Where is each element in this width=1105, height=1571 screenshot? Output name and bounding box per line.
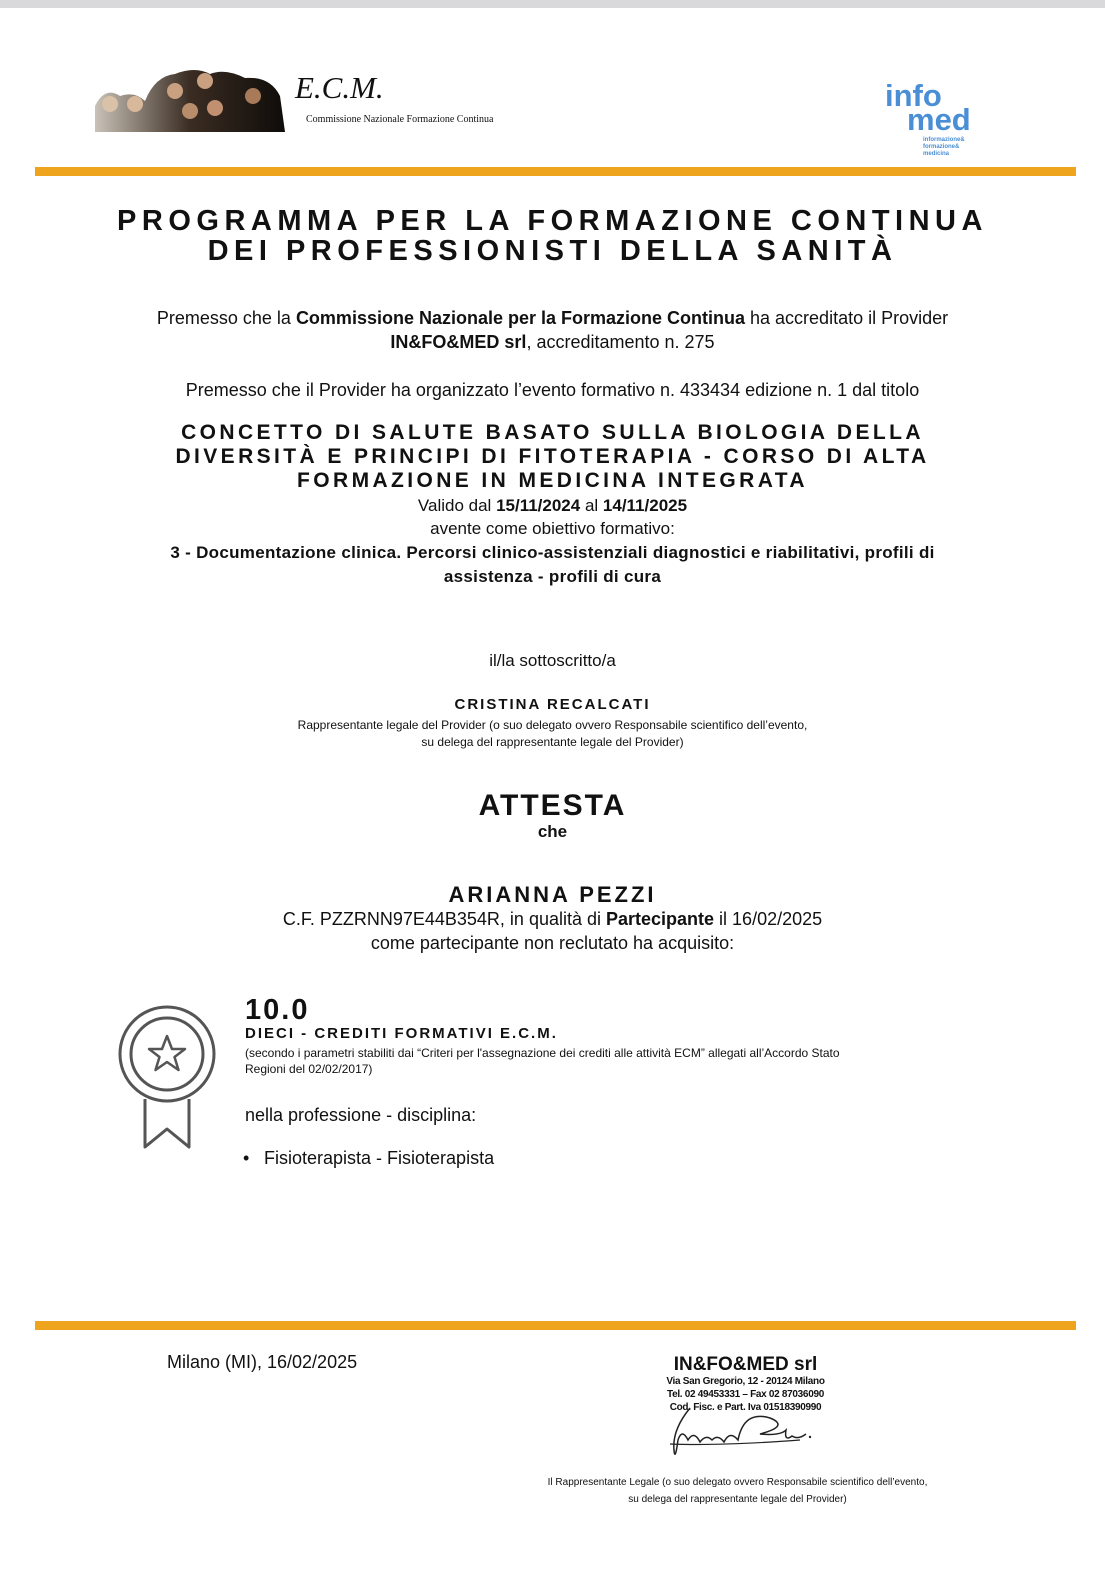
course-title-line: DIVERSITÀ E PRINCIPI DI FITOTERAPIA - CORSO DI ALTA (175, 445, 930, 468)
tagline-3: medicina (923, 151, 950, 157)
objective-label: avente come obiettivo formativo: (430, 519, 675, 538)
premise-1 (0, 306, 1105, 354)
credits-label: DIECI - CREDITI FORMATIVI E.C.M. (245, 1025, 558, 1042)
bullet-icon: • (243, 1148, 250, 1168)
objective-line: 3 - Documentazione clinica. Percorsi clinico-assistenziali diagnostici e riabilitativi, profili di (170, 543, 935, 562)
top-edge (0, 0, 1105, 8)
ecm-logo (95, 66, 555, 136)
premise-1-mid: ha accreditato il Provider (745, 308, 949, 328)
objective (0, 541, 1105, 589)
credits-note-line: (secondo i parametri stabiliti dai “Criteri per l'assegnazione dei crediti alle attività ECM” allegati all’Accordo Stato (245, 1046, 840, 1060)
accreditation-number: , accreditamento n. 275 (526, 332, 715, 352)
credits-note (245, 1045, 840, 1077)
title-line-2: DEI PROFESSIONISTI DELLA SANITÀ (207, 235, 898, 267)
participant-cf: C.F. PZZRNN97E44B354R, in qualità di (282, 909, 606, 929)
course-title-line: CONCETTO DI SALUTE BASATO SULLA BIOLOGIA DELLA (181, 421, 924, 444)
objective-line: assistenza - profili di cura (443, 567, 662, 586)
profession-list (243, 1146, 494, 1170)
participant-date: il 16/02/2025 (714, 909, 823, 929)
ecm-logo-subtitle: Commissione Nazionale Formazione Continua (306, 114, 494, 125)
valid-to-date: 14/11/2025 (602, 496, 688, 515)
course-title-line: FORMAZIONE IN MEDICINA INTEGRATA (297, 469, 808, 492)
signer-role (0, 717, 1105, 751)
valid-from-date: 15/11/2024 (496, 496, 581, 515)
participant-details (0, 907, 1105, 931)
page-title (0, 206, 1105, 266)
attesta-heading: ATTESTA (478, 789, 627, 822)
signature-image (660, 1400, 820, 1465)
infomed-logo-info: info (885, 78, 942, 113)
participant-acquired: come partecipante non reclutato ha acquisito: (370, 933, 735, 953)
top-divider-bar (35, 167, 1076, 176)
award-badge-icon (116, 1003, 218, 1151)
profession-label: nella professione - disciplina: (245, 1105, 477, 1125)
stamp-address: Via San Gregorio, 12 - 20124 Milano (666, 1376, 825, 1387)
signature-caption (480, 1474, 995, 1508)
provider-name: IN&FO&MED srl (390, 332, 527, 352)
commission-name: Commissione Nazionale per la Formazione Continua (295, 308, 746, 328)
place-date: Milano (MI), 16/02/2025 (167, 1352, 358, 1372)
attesta-sub: che (537, 822, 568, 841)
tagline-1: informazione& (923, 137, 965, 143)
infomed-logo-med: med (907, 102, 971, 137)
infomed-logo (885, 78, 1005, 167)
credits-value: 10.0 (245, 994, 310, 1026)
signer-role-line: Rappresentante legale del Provider (o suo delegato ovvero Responsabile scientifico dell’evento, (297, 718, 808, 732)
profession-item: Fisioterapista - Fisioterapista (264, 1148, 495, 1168)
participant-name: ARIANNA PEZZI (448, 882, 657, 907)
signer-name: CRISTINA RECALCATI (454, 696, 651, 713)
stamp-vat: Cod. Fisc. e Part. Iva 01518390990 (669, 1402, 822, 1413)
credits-note-line: Regioni del 02/02/2017) (245, 1062, 373, 1076)
signature-caption-line: Il Rappresentante Legale (o suo delegato ovvero Responsabile scientifico dell’evento, (547, 1477, 928, 1488)
signer-role-line: su delega del rappresentante legale del Provider) (421, 735, 684, 749)
infomed-logo-tagline (923, 137, 965, 158)
bottom-divider-bar (35, 1321, 1076, 1330)
stamp-phone: Tel. 02 49453331 – Fax 02 87036090 (667, 1389, 824, 1400)
tagline-2: formazione& (923, 144, 960, 150)
participant-role: Partecipante (606, 909, 715, 929)
valid-pre: Valido dal (417, 496, 497, 515)
ecm-logo-title: E.C.M. (295, 70, 384, 105)
ecm-painting-image (95, 66, 287, 136)
stamp-name: IN&FO&MED srl (673, 1354, 818, 1375)
course-title (0, 421, 1105, 493)
validity (0, 494, 1105, 517)
title-line-1: PROGRAMMA PER LA FORMAZIONE CONTINUA (117, 205, 988, 237)
signer-intro: il/la sottoscritto/a (489, 651, 616, 670)
premise-2: Premesso che il Provider ha organizzato l’evento formativo n. 433434 edizione n. 1 dal titolo (185, 380, 920, 400)
signature-caption-line: su delega del rappresentante legale del Provider) (628, 1494, 847, 1505)
premise-1-pre: Premesso che la (156, 308, 296, 328)
valid-mid: al (580, 496, 603, 515)
